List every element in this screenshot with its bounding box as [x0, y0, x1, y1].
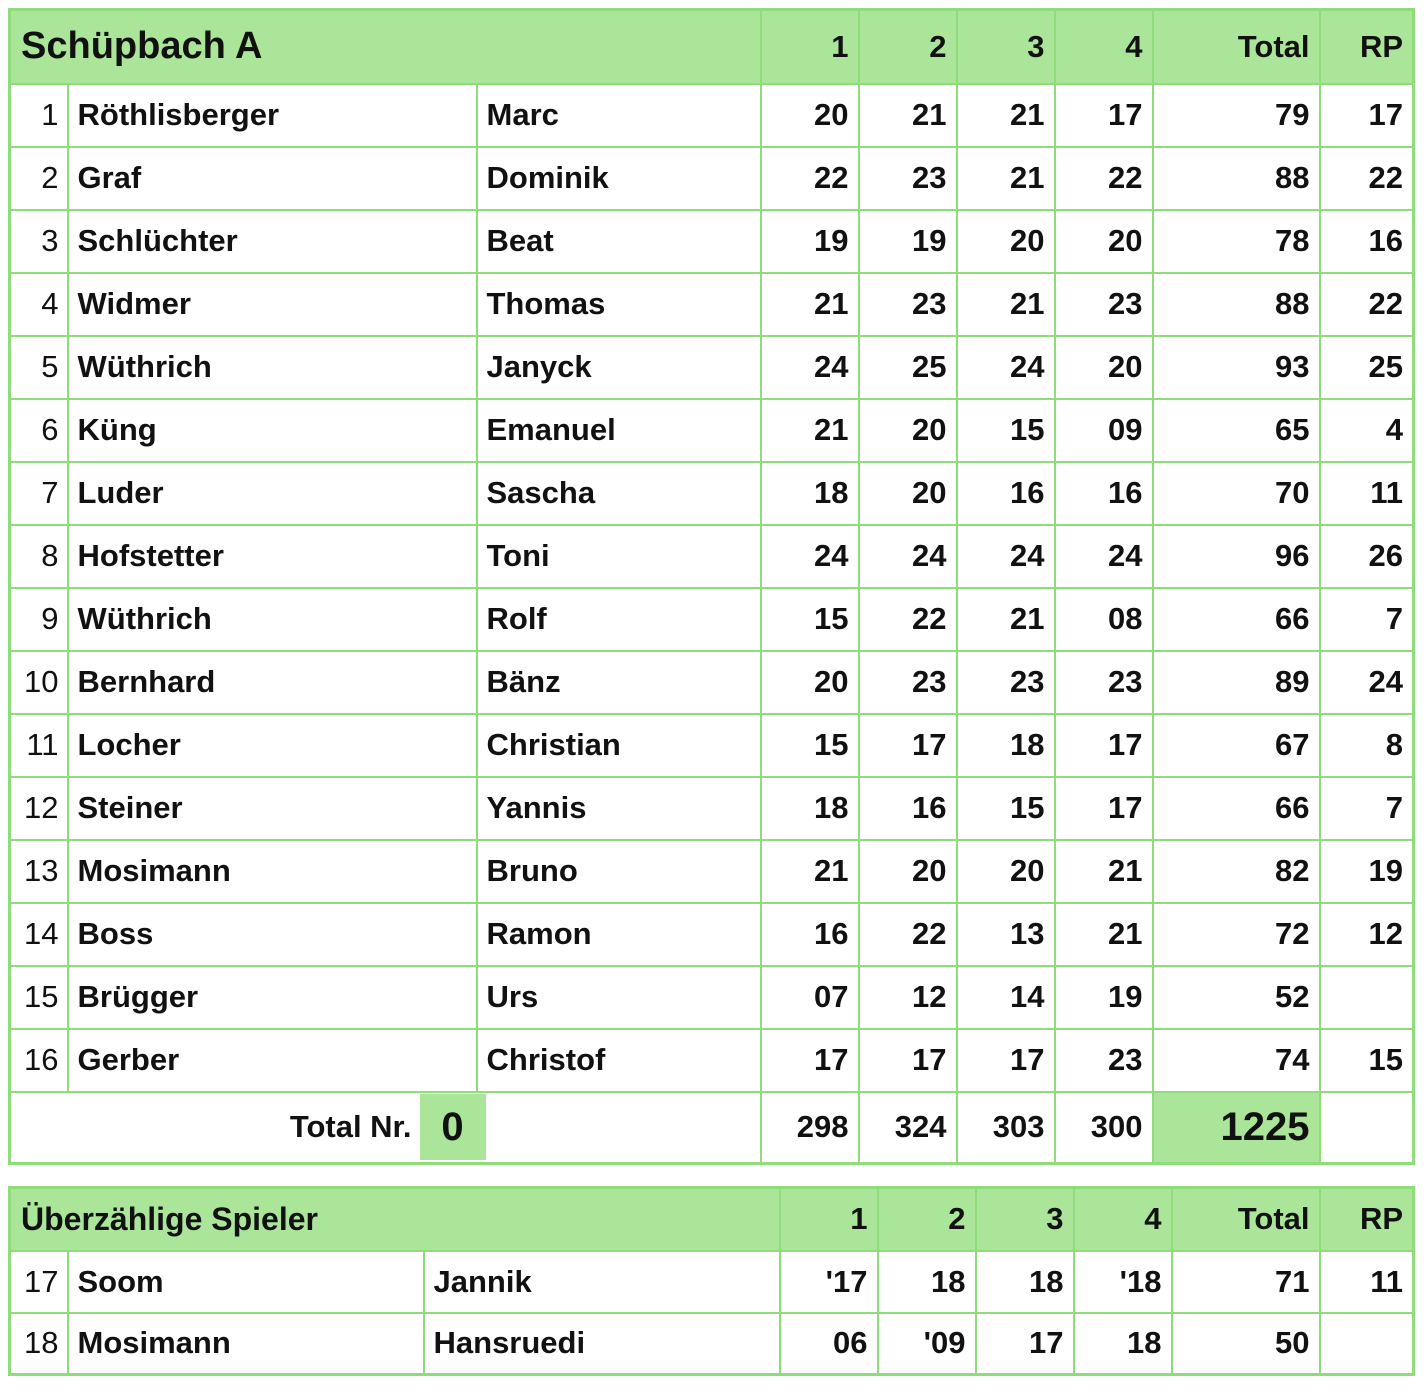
first-name: Emanuel [477, 399, 761, 462]
round-4-score: 24 [1055, 525, 1153, 588]
team-totals-row [10, 1092, 1414, 1164]
round-1-score: 07 [761, 966, 859, 1029]
player-number: 6 [10, 399, 68, 462]
last-name: Küng [68, 399, 477, 462]
grand-total: 1225 [1153, 1092, 1320, 1164]
last-name: Brügger [68, 966, 477, 1029]
first-name: Janyck [477, 336, 761, 399]
first-name: Christian [477, 714, 761, 777]
first-name: Sascha [477, 462, 761, 525]
round-4-score: 08 [1055, 588, 1153, 651]
player-number: 1 [10, 84, 68, 147]
player-total: 93 [1153, 336, 1320, 399]
player-rp: 24 [1320, 651, 1414, 714]
round-2-score: 25 [859, 336, 957, 399]
first-name: Hansruedi [424, 1313, 780, 1375]
round-4-score: 09 [1055, 399, 1153, 462]
first-name: Ramon [477, 903, 761, 966]
round-3-score: 15 [957, 399, 1055, 462]
player-number: 17 [10, 1251, 68, 1313]
player-row [10, 903, 1414, 966]
player-number: 7 [10, 462, 68, 525]
round-3-score: 23 [957, 651, 1055, 714]
player-row [10, 714, 1414, 777]
extra-title: Überzählige Spieler [10, 1188, 780, 1251]
round-2-score: 24 [859, 525, 957, 588]
player-rp: 4 [1320, 399, 1414, 462]
player-number: 15 [10, 966, 68, 1029]
first-name: Dominik [477, 147, 761, 210]
round-3-score: 21 [957, 84, 1055, 147]
player-rp: 16 [1320, 210, 1414, 273]
player-rp: 15 [1320, 1029, 1414, 1092]
round-4-total: 300 [1055, 1092, 1153, 1164]
round-2-score: 20 [859, 840, 957, 903]
round-2-score: 17 [859, 1029, 957, 1092]
player-rp: 11 [1320, 1251, 1414, 1313]
player-total: 50 [1172, 1313, 1320, 1375]
player-row [10, 588, 1414, 651]
round-3-score: 17 [976, 1313, 1074, 1375]
player-total: 82 [1153, 840, 1320, 903]
team-header-row [10, 10, 1414, 84]
round-1-score: 24 [761, 525, 859, 588]
round-3-score: 21 [957, 273, 1055, 336]
player-total: 96 [1153, 525, 1320, 588]
round-1-score: 06 [780, 1313, 878, 1375]
round-4-score: 17 [1055, 84, 1153, 147]
round-3-score: 16 [957, 462, 1055, 525]
player-row [10, 777, 1414, 840]
round-1-header: 1 [780, 1188, 878, 1251]
extra-players-table [8, 1186, 1415, 1376]
round-1-score: 15 [761, 714, 859, 777]
round-1-score: 21 [761, 273, 859, 336]
round-4-score: 21 [1055, 903, 1153, 966]
round-3-score: 21 [957, 147, 1055, 210]
player-number: 2 [10, 147, 68, 210]
player-total: 71 [1172, 1251, 1320, 1313]
last-name: Locher [68, 714, 477, 777]
player-row [10, 1313, 1414, 1375]
player-row [10, 1029, 1414, 1092]
round-2-score: 23 [859, 273, 957, 336]
first-name: Toni [477, 525, 761, 588]
player-total: 88 [1153, 273, 1320, 336]
player-number: 16 [10, 1029, 68, 1092]
round-2-score: 23 [859, 651, 957, 714]
round-4-score: 19 [1055, 966, 1153, 1029]
player-rp: 26 [1320, 525, 1414, 588]
last-name: Hofstetter [68, 525, 477, 588]
player-rp: 7 [1320, 777, 1414, 840]
round-1-score: 17 [761, 1029, 859, 1092]
round-1-score: 18 [761, 777, 859, 840]
player-number: 13 [10, 840, 68, 903]
player-row [10, 966, 1414, 1029]
player-rp: 11 [1320, 462, 1414, 525]
player-rp: 19 [1320, 840, 1414, 903]
rp-header: RP [1320, 10, 1414, 84]
round-1-total: 298 [761, 1092, 859, 1164]
round-1-score: 21 [761, 399, 859, 462]
round-2-score: 22 [859, 903, 957, 966]
round-4-score: 23 [1055, 273, 1153, 336]
round-3-score: 21 [957, 588, 1055, 651]
last-name: Boss [68, 903, 477, 966]
round-2-header: 2 [878, 1188, 976, 1251]
last-name: Röthlisberger [68, 84, 477, 147]
round-1-score: 21 [761, 840, 859, 903]
round-2-score: 20 [859, 399, 957, 462]
player-total: 78 [1153, 210, 1320, 273]
player-total: 52 [1153, 966, 1320, 1029]
last-name: Steiner [68, 777, 477, 840]
round-3-score: 18 [976, 1251, 1074, 1313]
last-name: Wüthrich [68, 336, 477, 399]
round-3-total: 303 [957, 1092, 1055, 1164]
round-2-total: 324 [859, 1092, 957, 1164]
last-name: Graf [68, 147, 477, 210]
player-rp: 7 [1320, 588, 1414, 651]
round-1-score: 15 [761, 588, 859, 651]
player-rp: 25 [1320, 336, 1414, 399]
player-rp: 12 [1320, 903, 1414, 966]
player-number: 4 [10, 273, 68, 336]
first-name: Thomas [477, 273, 761, 336]
last-name: Wüthrich [68, 588, 477, 651]
round-2-score: 20 [859, 462, 957, 525]
round-1-score: 20 [761, 84, 859, 147]
last-name: Widmer [68, 273, 477, 336]
player-number: 3 [10, 210, 68, 273]
total-nr-cell [10, 1092, 761, 1164]
first-name: Marc [477, 84, 761, 147]
round-3-score: 17 [957, 1029, 1055, 1092]
round-4-score: 18 [1074, 1313, 1172, 1375]
round-4-score: '18 [1074, 1251, 1172, 1313]
player-row [10, 840, 1414, 903]
player-number: 8 [10, 525, 68, 588]
first-name: Urs [477, 966, 761, 1029]
player-total: 70 [1153, 462, 1320, 525]
player-rp: 8 [1320, 714, 1414, 777]
player-number: 5 [10, 336, 68, 399]
round-4-score: 20 [1055, 210, 1153, 273]
player-row [10, 336, 1414, 399]
round-4-score: 21 [1055, 840, 1153, 903]
round-3-score: 20 [957, 210, 1055, 273]
rp-total-empty [1320, 1092, 1414, 1164]
round-2-score: '09 [878, 1313, 976, 1375]
team-score-table [8, 8, 1415, 1165]
player-number: 10 [10, 651, 68, 714]
player-number: 11 [10, 714, 68, 777]
player-total: 66 [1153, 588, 1320, 651]
first-name: Beat [477, 210, 761, 273]
player-row [10, 273, 1414, 336]
player-row [10, 1251, 1414, 1313]
round-3-score: 18 [957, 714, 1055, 777]
round-4-score: 20 [1055, 336, 1153, 399]
round-4-score: 17 [1055, 777, 1153, 840]
extra-header-row [10, 1188, 1414, 1251]
first-name: Yannis [477, 777, 761, 840]
round-4-score: 23 [1055, 651, 1153, 714]
round-3-score: 14 [957, 966, 1055, 1029]
team-title: Schüpbach A [10, 10, 761, 84]
round-3-score: 24 [957, 336, 1055, 399]
round-4-score: 16 [1055, 462, 1153, 525]
player-rp [1320, 1313, 1414, 1375]
round-1-score: 24 [761, 336, 859, 399]
player-total: 65 [1153, 399, 1320, 462]
round-2-score: 17 [859, 714, 957, 777]
round-3-score: 13 [957, 903, 1055, 966]
round-2-score: 23 [859, 147, 957, 210]
player-total: 88 [1153, 147, 1320, 210]
first-name: Christof [477, 1029, 761, 1092]
total-nr-value: 0 [420, 1094, 486, 1160]
round-3-header: 3 [957, 10, 1055, 84]
round-4-header: 4 [1055, 10, 1153, 84]
player-row [10, 651, 1414, 714]
round-2-header: 2 [859, 10, 957, 84]
player-number: 14 [10, 903, 68, 966]
round-4-score: 22 [1055, 147, 1153, 210]
first-name: Bruno [477, 840, 761, 903]
round-4-score: 23 [1055, 1029, 1153, 1092]
round-2-score: 18 [878, 1251, 976, 1313]
round-2-score: 21 [859, 84, 957, 147]
last-name: Mosimann [68, 840, 477, 903]
round-4-header: 4 [1074, 1188, 1172, 1251]
round-3-score: 15 [957, 777, 1055, 840]
round-1-score: 16 [761, 903, 859, 966]
last-name: Gerber [68, 1029, 477, 1092]
player-row [10, 462, 1414, 525]
rp-header: RP [1320, 1188, 1414, 1251]
player-rp: 22 [1320, 147, 1414, 210]
total-header: Total [1172, 1188, 1320, 1251]
round-3-score: 24 [957, 525, 1055, 588]
round-1-score: 18 [761, 462, 859, 525]
last-name: Bernhard [68, 651, 477, 714]
round-2-score: 16 [859, 777, 957, 840]
round-2-score: 12 [859, 966, 957, 1029]
last-name: Schlüchter [68, 210, 477, 273]
player-rp: 17 [1320, 84, 1414, 147]
player-row [10, 399, 1414, 462]
first-name: Bänz [477, 651, 761, 714]
player-number: 9 [10, 588, 68, 651]
player-total: 79 [1153, 84, 1320, 147]
player-row [10, 84, 1414, 147]
player-number: 18 [10, 1313, 68, 1375]
player-total: 72 [1153, 903, 1320, 966]
round-2-score: 22 [859, 588, 957, 651]
round-1-score: '17 [780, 1251, 878, 1313]
first-name: Jannik [424, 1251, 780, 1313]
player-row [10, 210, 1414, 273]
round-1-score: 22 [761, 147, 859, 210]
player-row [10, 525, 1414, 588]
player-rp: 22 [1320, 273, 1414, 336]
last-name: Soom [68, 1251, 424, 1313]
player-row [10, 147, 1414, 210]
round-1-score: 19 [761, 210, 859, 273]
last-name: Luder [68, 462, 477, 525]
total-nr-label: Total Nr. [289, 1109, 412, 1145]
total-header: Total [1153, 10, 1320, 84]
first-name: Rolf [477, 588, 761, 651]
round-3-score: 20 [957, 840, 1055, 903]
player-number: 12 [10, 777, 68, 840]
player-total: 74 [1153, 1029, 1320, 1092]
round-1-header: 1 [761, 10, 859, 84]
last-name: Mosimann [68, 1313, 424, 1375]
player-total: 67 [1153, 714, 1320, 777]
player-total: 89 [1153, 651, 1320, 714]
round-1-score: 20 [761, 651, 859, 714]
player-rp [1320, 966, 1414, 1029]
round-2-score: 19 [859, 210, 957, 273]
player-total: 66 [1153, 777, 1320, 840]
round-3-header: 3 [976, 1188, 1074, 1251]
round-4-score: 17 [1055, 714, 1153, 777]
